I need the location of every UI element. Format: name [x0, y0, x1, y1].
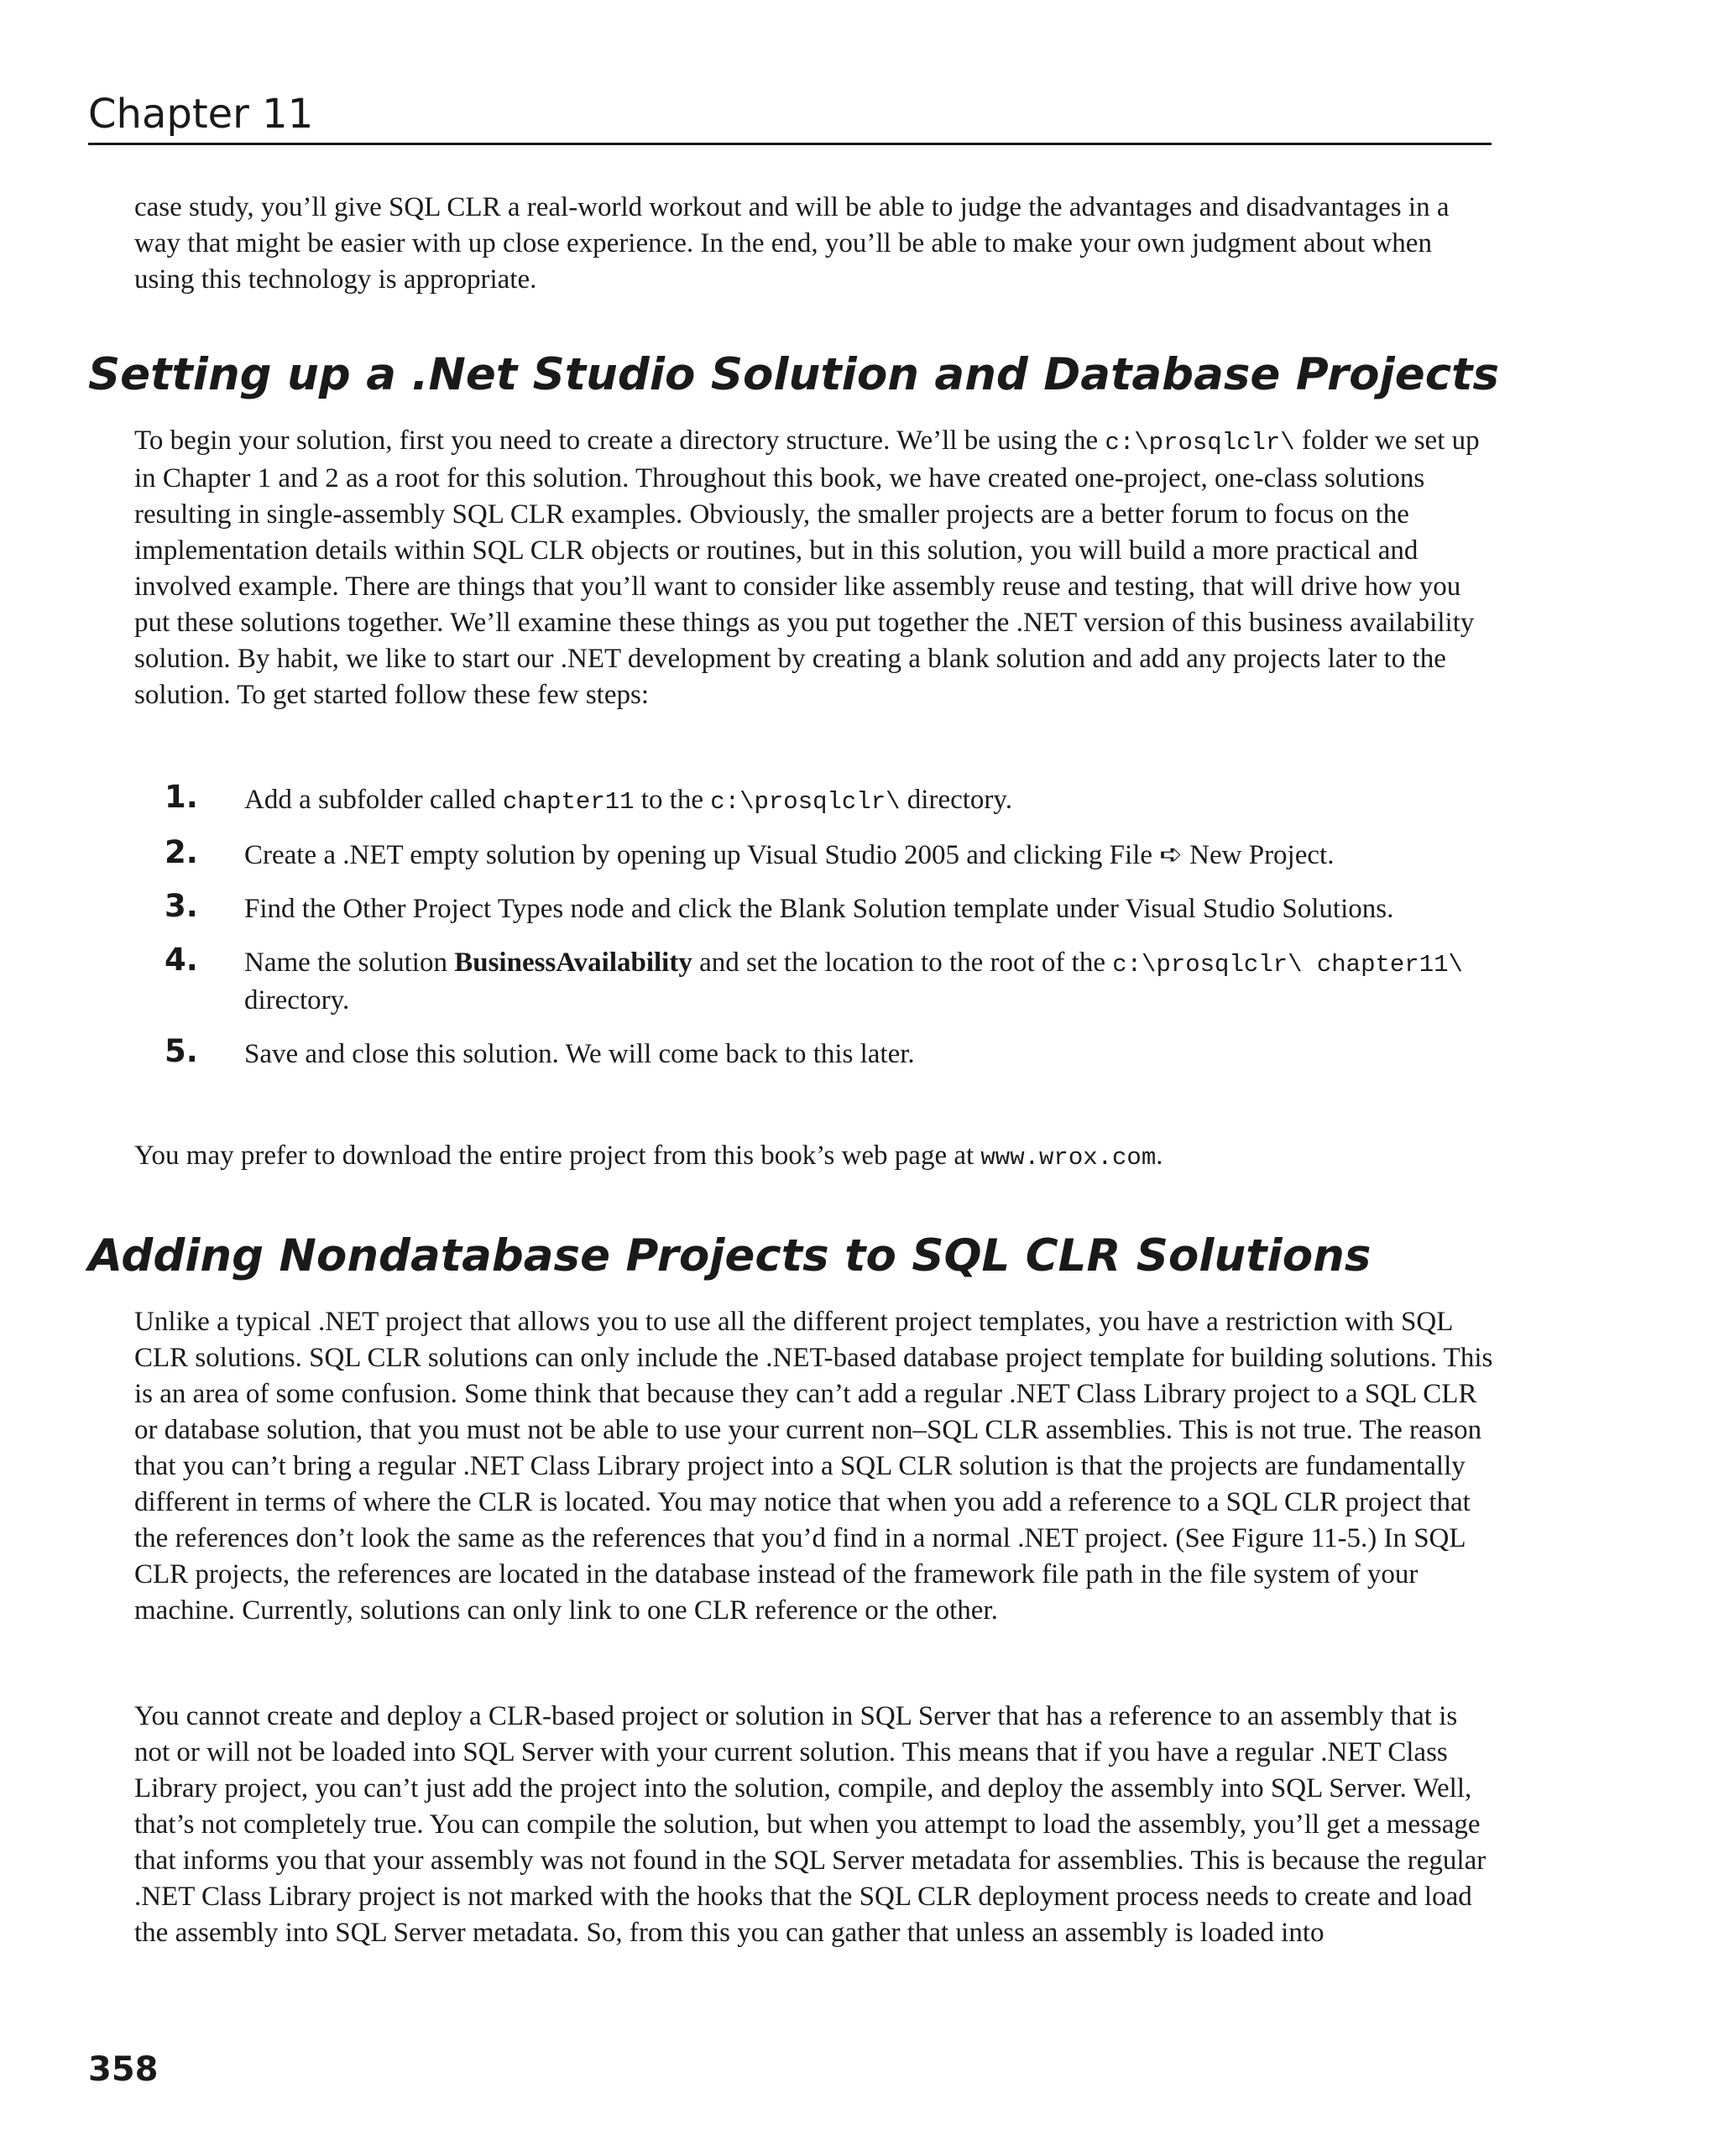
download-note [134, 1138, 1494, 1176]
intro-paragraph [134, 190, 1494, 298]
chapter-folder-code: chapter11 [502, 788, 635, 816]
running-head: Chapter 11 [88, 91, 314, 138]
step-text: and set the location to the root of the [692, 947, 1113, 978]
step-text: Create a .NET empty solution by opening up Visual Studio 2005 and clicking File ➪ New Project. [244, 840, 1335, 870]
root-folder-code: c:\prosqlclr\ [1105, 429, 1295, 457]
step-number: 2. [165, 834, 198, 870]
location-code: c:\prosqlclr\ chapter11\ [1112, 951, 1463, 979]
step-text: directory. [900, 785, 1012, 815]
steps-list [134, 779, 1494, 1090]
download-text-start: You may prefer to download the entire project from this book’s web page at [134, 1141, 981, 1171]
nondatabase-paragraph-2 [134, 1699, 1494, 1951]
step-number: 5. [165, 1033, 198, 1069]
nondatabase-text-1: Unlike a typical .NET project that allows you to use all the different project templates, you have a restriction with SQL CLR solutions. SQL CLR solutions can only include the .NET-based database project template for building solutions. This is an area of some confusion. Some think that because they can’t add a regular .NET Class Library project to a SQL CLR or database solution, that you must not be able to use your current non–SQL CLR assemblies. This is not true. The reason that you can’t bring a regular .NET Class Library project into a SQL CLR solution is that the projects are fundamentally different in terms of where the CLR is located. You may notice that when you add a reference to a SQL CLR project that the references don’t look the same as the references that you’d find in a normal .NET project. (See Figure 11-5.) In SQL CLR projects, the references are located in the database instead of the framework file path in the file system of your machine. Currently, solutions can only link to one CLR reference or the other. [134, 1307, 1493, 1626]
step-text: Name the solution [244, 947, 455, 978]
section-heading-setup: Setting up a .Net Studio Solution and Database Projects [88, 349, 1499, 400]
step-text: Add a subfolder called [244, 785, 503, 815]
step-item [134, 779, 1494, 820]
step-number: 4. [165, 942, 198, 978]
step-number: 1. [165, 779, 198, 815]
nondatabase-text-2: You cannot create and deploy a CLR-based project or solution in SQL Server that has a reference to an assembly that is not or will not be loaded into SQL Server with your current solution. This means that if you have a regular .NET Class Library project, you can’t just add the project into the solution, compile, and deploy the assembly into SQL Server. Well, that’s not completely true. You can compile the solution, but when you attempt to load the assembly, you’ll get a message that informs you that your assembly was not found in the SQL Server metadata for assemblies. This is because the regular .NET Class Library project is not marked with the hooks that the SQL CLR deployment process needs to create and load the assembly into SQL Server metadata. So, from this you can gather that unless an assembly is loaded into [134, 1701, 1486, 1948]
step-item [134, 834, 1494, 874]
header-rule [88, 143, 1492, 145]
setup-text [134, 423, 1494, 713]
step-text: Find the Other Project Types node and click the Blank Solution template under Visual Studio Solutions. [244, 894, 1394, 924]
step-text: to the [634, 785, 711, 815]
step-text: directory. [244, 985, 350, 1015]
wrox-link[interactable]: www.wrox.com [980, 1144, 1157, 1172]
nondatabase-paragraph-1 [134, 1304, 1494, 1629]
intro-text: case study, you’ll give SQL CLR a real-world workout and will be able to judge the advantages and disadvantages in a way that might be easier with up close experience. In the end, you’ll be able to make your own judgment about when using this technology is appropriate. [134, 192, 1450, 295]
step-text: Save and close this solution. We will come back to this later. [244, 1039, 915, 1069]
download-text-end: . [1156, 1141, 1163, 1171]
download-text [134, 1138, 1494, 1176]
setup-text-start: To begin your solution, first you need to create a directory structure. We’ll be using the [134, 425, 1105, 456]
setup-paragraph [134, 423, 1494, 713]
step-item [134, 1033, 1494, 1073]
page-number: 358 [88, 2050, 159, 2089]
step-number: 3. [165, 888, 198, 924]
solution-name: BusinessAvailability [454, 947, 692, 978]
step-item [134, 942, 1494, 1019]
step-item [134, 888, 1494, 927]
setup-text-end: folder we set up in Chapter 1 and 2 as a root for this solution. Throughout this book, we have created one-project, one-class solutions resulting in single-assembly SQL CLR examples. Obviously, the smaller projects are a better forum to focus on the implementation details within SQL CLR objects or routines, but in this solution, you will build a more practical and involved example. There are things that you’ll want to consider like assembly reuse and testing, that will drive how you put these solutions together. We’ll examine these things as you put together the .NET version of this business availability solution. By habit, we like to start our .NET development by creating a blank solution and add any projects later to the solution. To get started follow these few steps: [134, 425, 1480, 710]
root-folder-code: c:\prosqlclr\ [710, 788, 901, 816]
section-heading-nondatabase: Adding Nondatabase Projects to SQL CLR Solutions [88, 1230, 1372, 1282]
